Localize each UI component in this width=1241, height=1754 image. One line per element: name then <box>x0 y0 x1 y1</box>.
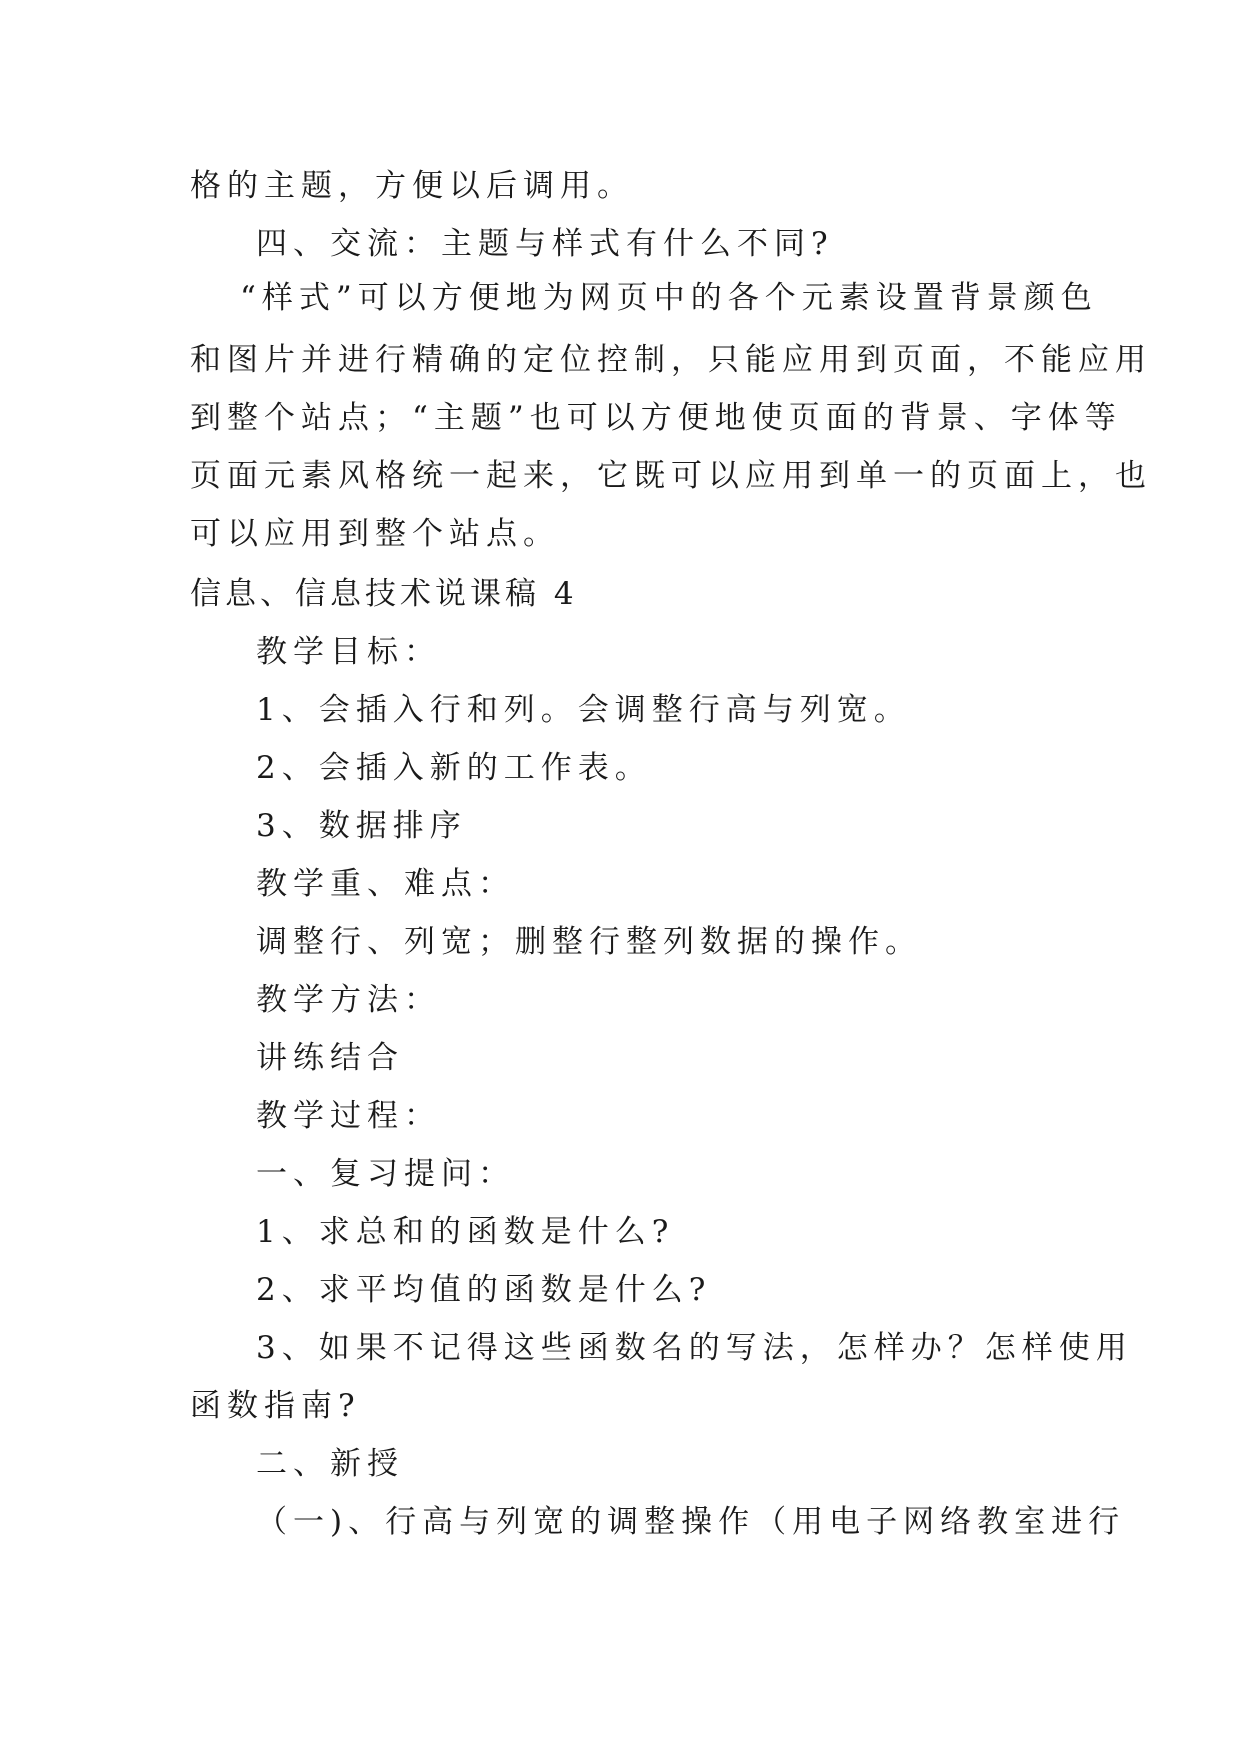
text-line: 页面元素风格统一起来，它既可以应用到单一的页面上，也 <box>190 458 1152 494</box>
teaching-method-text: 讲练结合 <box>256 1040 404 1076</box>
teaching-process-label: 教学过程： <box>256 1098 441 1134</box>
teaching-method-label: 教学方法： <box>256 982 441 1018</box>
new-lesson-heading: 二、新授 <box>256 1446 404 1482</box>
review-item-3: 3、如果不记得这些函数名的写法，怎样办？怎样使用 <box>256 1330 1133 1366</box>
review-item-1: 1、求总和的函数是什么? <box>256 1214 675 1250</box>
goal-item-3: 3、数据排序 <box>256 808 467 844</box>
key-points-text: 调整行、列宽；删整行整列数据的操作。 <box>256 924 922 960</box>
section-heading-four: 四、交流：主题与样式有什么不同? <box>256 226 834 262</box>
goal-item-1: 1、会插入行和列。会调整行高与列宽。 <box>256 692 911 728</box>
document-heading: 信息、信息技术说课稿 4 <box>190 576 578 612</box>
subsection-heading: （一)、行高与列宽的调整操作（用电子网络教室进行 <box>256 1504 1126 1540</box>
key-points-label: 教学重、难点： <box>256 866 515 902</box>
review-item-2: 2、求平均值的函数是什么? <box>256 1272 712 1308</box>
goal-item-2: 2、会插入新的工作表。 <box>256 750 652 786</box>
review-heading: 一、复习提问： <box>256 1156 515 1192</box>
text-line: 函数指南? <box>190 1388 361 1424</box>
text-line: 格的主题，方便以后调用。 <box>190 168 634 204</box>
text-line: 到整个站点；“主题”也可以方便地使页面的背景、字体等 <box>190 400 1122 436</box>
text-line: “样式”可以方便地为网页中的各个元素设置背景颜色 <box>240 280 1098 316</box>
teaching-goals-label: 教学目标： <box>256 634 441 670</box>
text-line: 和图片并进行精确的定位控制，只能应用到页面，不能应用 <box>190 342 1152 378</box>
text-line: 可以应用到整个站点。 <box>190 516 560 552</box>
